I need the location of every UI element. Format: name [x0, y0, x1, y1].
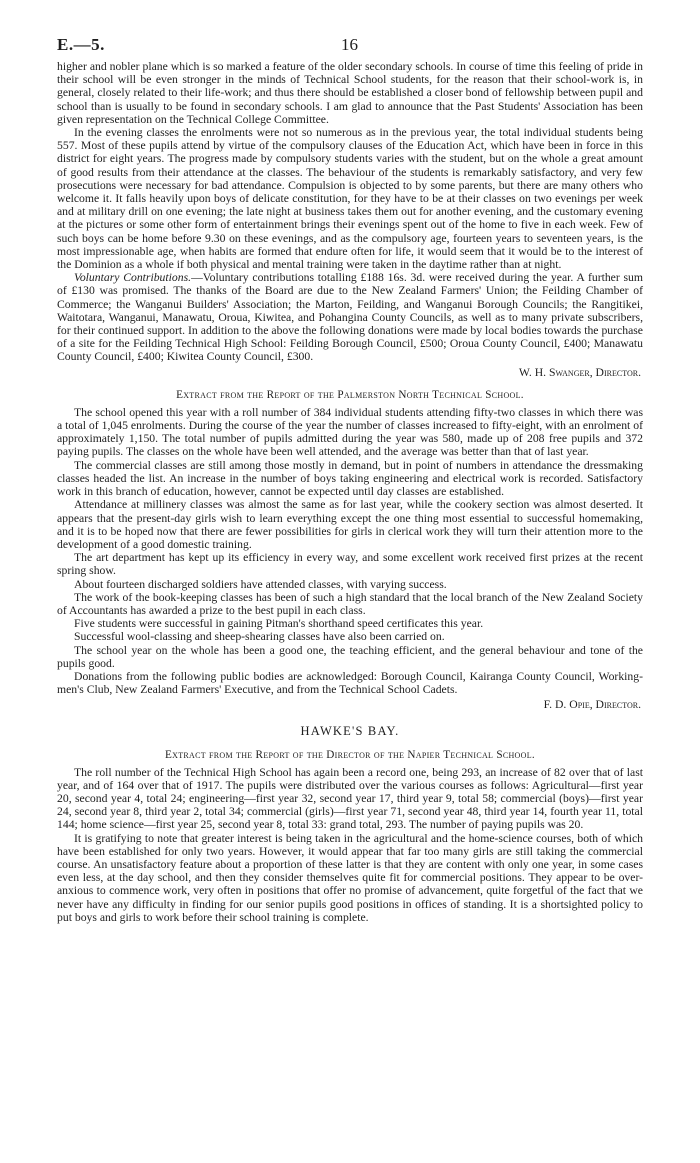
paragraph: Donations from the following public bodies are acknowledged: Borough Council, Kairanga County Council, Working-men's Club, New Zealand Farmers' Executive, and from the Technical School Cadets. [57, 669, 643, 697]
paragraph: The roll number of the Technical High School has again been a record one, being 293, an increase of 82 over that of last year, and of 164 over that of 1917. The pupils were distributed over the various courses as follows: Agricultural—first year 20, second year 4, total 24; engineering—first year 32, second year 17, third year 9, total 58; commercial (boys)—first year 24, second year 8, third year 2, total 34; commercial (girls)—first year 71, second year 48, third year 14, fourth year 11, total 144; home science—first year 25, second year 8, total 33: grand total, 293. The number of paying pupils was 20. [57, 765, 643, 832]
paragraph: About fourteen discharged soldiers have attended classes, with varying success. [74, 577, 447, 591]
director-signature: W. H. Swanger, Director. [518, 365, 641, 379]
page-number: 16 [341, 35, 358, 54]
paragraph-text: —Voluntary contributions totalling £188 16s. 3d. were received during the year. A further sum of £130 was promised. The thanks of the Board are due to the New Zealand Farmers' Union; the Feilding Chamber of Commerce; the Wanganui Builders' Association; the Marton, Feilding, and Wanganui Borough Councils; the Rangitikei, Waitotara, Wanganui, Manawatu, Oroua, Kiwitea, and Pohangina County Councils, as well as to many private subscribers, for their continued support. In addition to the above the following donations were made by local bodies towards the purchase of a site for the Feilding Technical High School: Feilding Borough Council, £500; Oroua County Council, £400; Manawatu County Council, £400; Kiwitea County Council, £300. [57, 271, 643, 364]
paragraph: higher and nobler plane which is so marked a feature of the older secondary schools. In course of time this feeling of pride in their school will be even stronger in the minds of Technical School students, for the reason that their school-work is, in general, closely related to their life-work; and thus there should be established a closer bond of fellowship between pupil and school than is usually to be found in secondary schools. I am glad to announce that the Past Students' Association has been given representation on the Technical College Committee. [57, 60, 643, 126]
paragraph: The commercial classes are still among those mostly in demand, but in point of numbers in attendance the dressmaking classes headed the list. An increase in the number of boys taking engineering and electrical work is recorded. Satisfactory work in this branch of education, however, cannot be expected until day classes are established. [57, 458, 643, 499]
wanganui-report-continuation [57, 60, 643, 379]
paragraph: Successful wool-classing and sheep-shearing classes have also been carried on. [74, 630, 445, 644]
palmerston-north-report [57, 389, 643, 712]
page-header [57, 0, 643, 60]
paragraph: It is gratifying to note that greater interest is being taken in the agricultural and the home-science courses, both of which have been established for only two years. However, it would appear that far too many girls are still taking the commercial course. An unsatisfactory feature about a proportion of these latter is that they are content with only one year, in some cases even less, at the day school, and then they consider themselves quite fit for commercial positions. They appear to be over-anxious to commence work, very often in positions that offer no promise of advancement, quite forgetful of the fact that we never have any difficulty in finding for our senior pupils good positions in offices of standing. It is a shortsighted policy to put boys and girls to work before their school training is complete. [57, 831, 643, 924]
director-signature: F. D. Opie, Director. [543, 698, 641, 712]
extract-title: Extract from the Report of the Palmerston North Technical School. [176, 388, 524, 401]
paragraph-lead: Voluntary Contributions. [74, 271, 192, 285]
paragraph: The school opened this year with a roll number of 384 individual students attending fifty-two classes in which there was a total of 1,045 enrolments. During the course of the year the number of classes increased to fifty-eight, with an enrolment of approximately 1,150. The total number of pupils admitted during the year was 580, made up of 208 free pupils and 372 paying pupils. The classes on the whole have been well attended, and the average was better than that of last year. [57, 405, 643, 459]
paragraph: The work of the book-keeping classes has been of such a high standard that the local branch of the New Zealand Society of Accountants has awarded a prize to the best pupil in each class. [57, 590, 643, 617]
section-heading: HAWKE'S BAY. [300, 723, 400, 738]
document-reference: E.—5. [57, 35, 105, 54]
paragraph: Five students were successful in gaining Pitman's shorthand speed certificates this year. [74, 617, 484, 631]
paragraph: The school year on the whole has been a good one, the teaching efficient, and the general behaviour and tone of the pupils good. [57, 643, 643, 670]
voluntary-contributions-paragraph [57, 271, 643, 363]
paragraph: The art department has kept up its efficiency in every way, and some excellent work received first prizes at the recent spring show. [57, 551, 643, 578]
hawkes-bay-section [57, 724, 643, 924]
paragraph: Attendance at millinery classes was almost the same as for last year, while the cookery section was almost deserted. It appears that the present-day girls wish to learn everything except the one thing most essential to successful homemaking, and it is to be hoped now that there are fewer possibilities for girls in clerical work they will turn their attention more to the development of a good domestic training. [57, 498, 643, 551]
paragraph: In the evening classes the enrolments were not so numerous as in the previous year, the total individual students being 557. Most of these pupils attend by virtue of the compulsory clauses of the Education Act, which have been in force in this district for eight years. The progress made by compulsory students varies with the student, but on the whole a great amount of good results from their attendance at the classes. The behaviour of the students is remarkably satisfactory, and very few prosecutions were necessary for bad attendance. Compulsion is objected to by some parents, but there are many others who welcome it. It falls heavily upon boys of delicate constitution, for they have to be at their classes on two evenings per week and at military drill on one evening; the late night at business takes them out for another evening, and the customary evening at the pictures or some other form of entertainment brings their evenings spent out of the home to five in each week. Few of such boys can be home before 9.30 on these evenings, and as the compulsory age, fourteen years to seventeen years, is the most impressionable age, when habits are formed that endure often for life, it would seem that it would be to the interest of the Dominion as a whole if both physical and mental training were taken in the daytime rather than at night. [57, 126, 643, 272]
document-page [57, 0, 643, 924]
extract-title: Extract from the Report of the Director of the Napier Technical School. [165, 748, 535, 761]
